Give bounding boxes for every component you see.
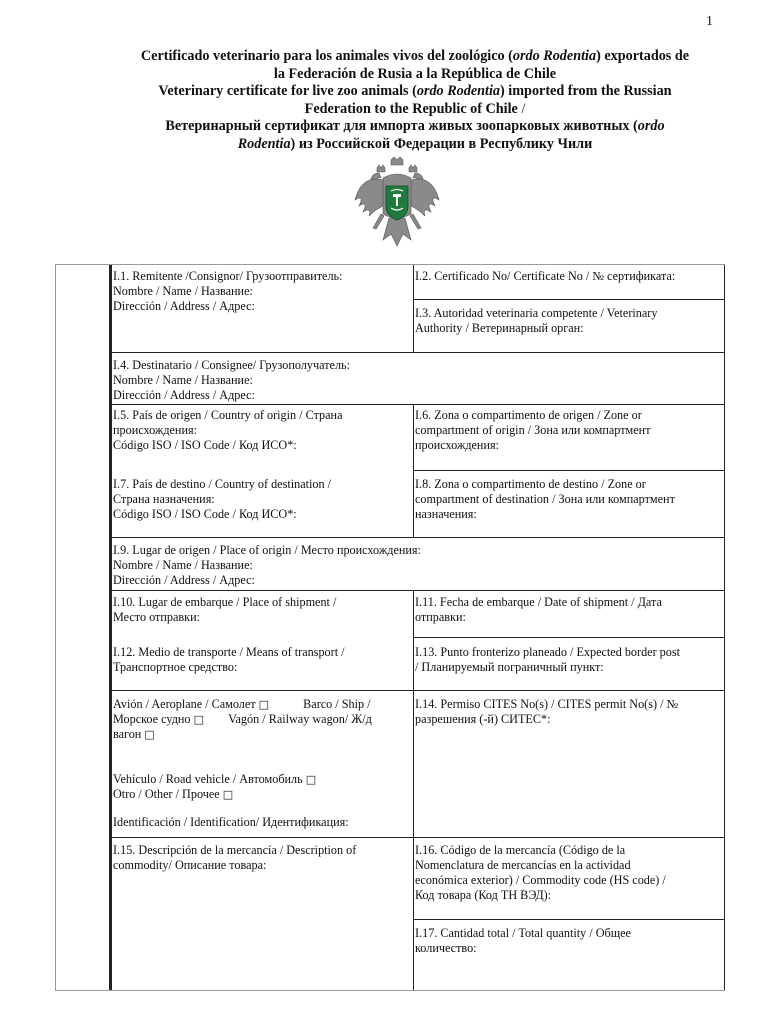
field-border-post[interactable] xyxy=(414,643,724,677)
row-divider xyxy=(413,299,725,300)
field-label: compartment of destination / Зона или компартмент xyxy=(415,492,675,506)
field-country-of-origin[interactable] xyxy=(112,406,412,455)
field-label: разрешения (-й) СИТЕС*: xyxy=(415,712,551,726)
field-label: количество: xyxy=(415,941,477,955)
field-label: Authority / Ветеринарный орган: xyxy=(415,321,584,335)
field-label: Nombre / Name / Название: xyxy=(113,558,253,572)
transport-line-1 xyxy=(113,697,411,712)
field-label: económica exterior) / Commodity code (HS code) / xyxy=(415,873,666,887)
field-certificate-number[interactable] xyxy=(414,267,724,286)
field-label: I.17. Cantidad total / Total quantity / Общее xyxy=(415,926,631,940)
field-label: происхождения: xyxy=(415,438,499,452)
field-label: compartment of origin / Зона или компартмент xyxy=(415,423,651,437)
row-divider xyxy=(413,470,725,471)
option-ship-label: Barco / Ship / xyxy=(303,697,371,711)
title-line-6: Rodentia) из Российской Федерации в Республику Чили xyxy=(237,135,593,152)
title-line-2: la Federación de Rusia a la República de Chile xyxy=(273,65,557,82)
railway-checkbox[interactable]: □ xyxy=(144,728,155,741)
row-divider xyxy=(111,837,725,838)
field-commodity-description[interactable] xyxy=(112,841,412,875)
field-label: I.2. Certificado No/ Certificate No / № сертификата: xyxy=(415,269,676,283)
field-date-of-shipment[interactable] xyxy=(414,593,724,627)
transport-line-5 xyxy=(113,787,411,802)
transport-options xyxy=(112,695,412,835)
field-label: I.6. Zona o compartimento de origen / Zone or xyxy=(415,408,642,422)
row-divider xyxy=(413,637,725,638)
page-number: 1 xyxy=(706,14,713,29)
field-zone-of-destination[interactable] xyxy=(414,475,724,524)
row-divider xyxy=(111,352,725,353)
field-place-of-origin[interactable] xyxy=(112,541,724,590)
row-divider xyxy=(111,690,725,691)
row-divider xyxy=(111,590,725,591)
option-aeroplane-label: Avión / Aeroplane / Самолет xyxy=(113,697,256,711)
field-label: Страна назначения: xyxy=(113,492,215,506)
title-line-5: Ветеринарный сертификат для импорта живых зоопарковых животных (ordo xyxy=(165,118,665,134)
field-label: I.9. Lugar de origen / Place of origin / Место происхождения: xyxy=(113,543,421,557)
transport-line-3 xyxy=(113,727,411,742)
field-label: Dirección / Address / Адрес: xyxy=(113,573,255,587)
row-divider xyxy=(413,919,725,920)
field-commodity-code[interactable] xyxy=(414,841,724,905)
field-label: I.10. Lugar de embarque / Place of shipment / xyxy=(113,595,337,609)
column-divider xyxy=(724,265,725,990)
field-label: I.5. País de origen / Country of origin / Страна xyxy=(113,408,343,422)
certificate-form-table xyxy=(55,264,725,991)
ship-checkbox[interactable]: □ xyxy=(193,713,204,726)
field-label: отправки: xyxy=(415,610,466,624)
field-means-of-transport[interactable] xyxy=(112,643,412,677)
field-label: Место отправки: xyxy=(113,610,200,624)
field-label: Dirección / Address / Адрес: xyxy=(113,388,255,402)
field-label: I.11. Fecha de embarque / Date of shipment / Дата xyxy=(415,595,662,609)
field-label: I.12. Medio de transporte / Means of transport / xyxy=(113,645,345,659)
field-veterinary-authority[interactable] xyxy=(414,304,724,338)
field-label: Nombre / Name / Название: xyxy=(113,373,253,387)
field-label: I.8. Zona o compartimento de destino / Zone or xyxy=(415,477,646,491)
option-railway-label: Vagón / Railway wagon/ Ж/д xyxy=(228,712,372,726)
field-label: I.14. Permiso CITES No(s) / CITES permit No(s) / № xyxy=(415,697,679,711)
field-label: Dirección / Address / Адрес: xyxy=(113,299,255,313)
field-label: I.4. Destinatario / Consignee/ Грузополучатель: xyxy=(113,358,350,372)
field-label: Nomenclatura de mercancías en la actividad xyxy=(415,858,631,872)
road-vehicle-checkbox[interactable]: □ xyxy=(305,773,317,786)
title-line-1: Certificado veterinario para los animales vivos del zoológico (ordo Rodentia) exportados de xyxy=(140,48,690,64)
field-total-quantity[interactable] xyxy=(414,924,724,958)
field-cites-permit[interactable] xyxy=(414,695,724,729)
field-label: I.16. Código de la mercancía (Código de la xyxy=(415,843,626,857)
field-consignor[interactable] xyxy=(112,267,412,316)
field-label: I.15. Descripción de la mercancía / Description of xyxy=(113,843,357,857)
aeroplane-checkbox[interactable]: □ xyxy=(258,698,270,711)
double-headed-eagle-emblem-icon xyxy=(353,156,441,248)
field-label: / Планируемый пограничный пункт: xyxy=(415,660,604,674)
title-line-4: Federation to the Republic of Chile / xyxy=(304,100,526,117)
field-label: commodity/ Описание товара: xyxy=(113,858,267,872)
identification-label: Identificación / Identification/ Идентификация: xyxy=(113,815,349,829)
field-label: Código ISO / ISO Code / Код ИСО*: xyxy=(113,507,297,521)
field-label: Транспортное средство: xyxy=(113,660,238,674)
transport-line-4 xyxy=(113,772,411,787)
field-label: I.13. Punto fronterizo planeado / Expected border post xyxy=(415,645,681,659)
field-country-of-destination[interactable] xyxy=(112,475,412,524)
field-label: I.1. Remitente /Consignor/ Грузоотправитель: xyxy=(113,269,343,283)
field-label: I.7. País de destino / Country of destination / xyxy=(113,477,332,491)
field-label: Код товара (Код ТН ВЭД): xyxy=(415,888,552,902)
row-divider xyxy=(111,537,725,538)
field-label: I.3. Autoridad veterinaria competente / Veterinary xyxy=(415,306,658,320)
transport-line-2 xyxy=(113,712,411,727)
certificate-title xyxy=(100,48,730,153)
form-margin-column xyxy=(56,265,111,990)
field-zone-of-origin[interactable] xyxy=(414,406,724,455)
field-consignee[interactable] xyxy=(112,356,724,405)
option-ship-label-ru: Морское судно xyxy=(113,712,191,726)
field-label: назначения: xyxy=(415,507,477,521)
field-label: Nombre / Name / Название: xyxy=(113,284,253,298)
option-road-vehicle-label: Vehículo / Road vehicle / Автомобиль xyxy=(113,772,303,786)
field-label: Código ISO / ISO Code / Код ИСО*: xyxy=(113,438,297,452)
field-label: происхождения: xyxy=(113,423,197,437)
other-checkbox[interactable]: □ xyxy=(222,788,234,801)
title-line-3: Veterinary certificate for live zoo animals (ordo Rodentia) imported from the Russian xyxy=(158,83,672,99)
option-other-label: Otro / Other / Прочее xyxy=(113,787,220,801)
field-place-of-shipment[interactable] xyxy=(112,593,412,627)
option-railway-label-ru: вагон xyxy=(113,727,142,741)
